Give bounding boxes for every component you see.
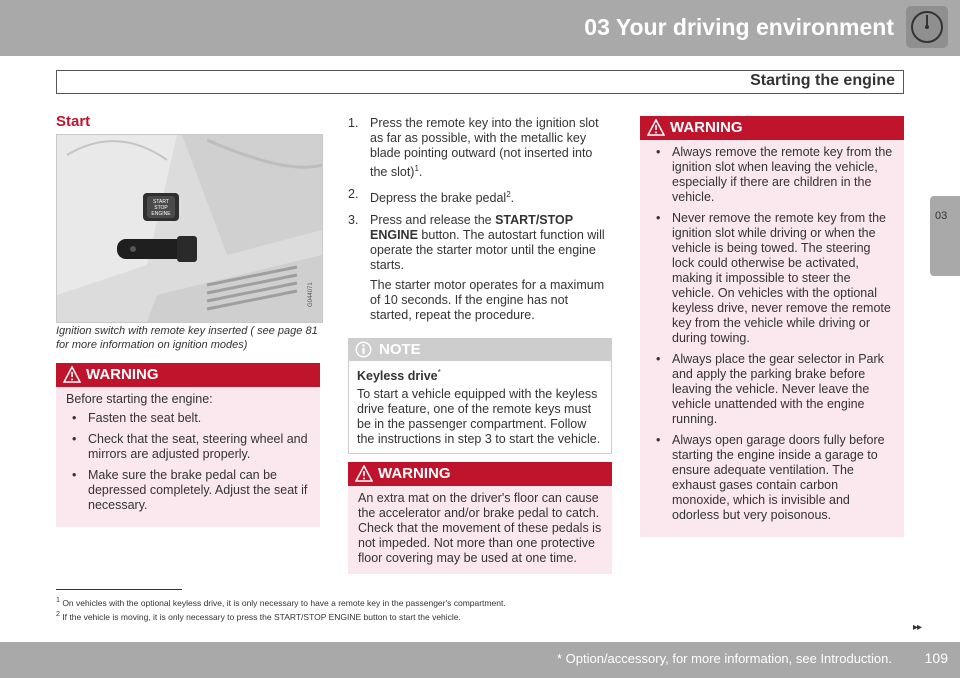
section-header: [56, 70, 904, 94]
note-title: NOTE: [379, 341, 421, 358]
warning-header: [640, 116, 904, 140]
footnote-divider: [56, 589, 182, 590]
middle-warning-box: [348, 462, 612, 574]
chapter-tab-label: 03: [935, 210, 948, 222]
warning-title: WARNING: [670, 119, 743, 136]
ignition-switch-photo: [56, 134, 323, 323]
warning-header: [348, 462, 612, 486]
list-item: • Check that the seat, steering wheel and mirrors are adjusted properly.: [66, 432, 310, 462]
step-text: Press and release the: [370, 213, 496, 228]
footnote-number: 1: [56, 596, 60, 604]
note-body: [348, 361, 612, 454]
step-text: Press the remote key into the ignition slot as far as possible, with the metallic key blade pointing outward (not inserted into the slot): [370, 116, 599, 180]
chapter-tab[interactable]: [930, 196, 960, 276]
warning-triangle-icon: [355, 465, 373, 482]
chapter-header-bar: [0, 0, 960, 56]
note-header: [348, 338, 612, 361]
step-item: [348, 213, 612, 323]
button-label-engine: ENGINE: [151, 211, 171, 217]
warning-list: [66, 411, 310, 513]
button-label-stop: STOP: [154, 205, 168, 211]
step-item: [348, 187, 612, 206]
footnote-ref: 2: [506, 190, 511, 200]
step-number: 2.: [348, 187, 359, 202]
warning-header: [56, 363, 320, 387]
footnote: [56, 609, 926, 623]
footnote-number: 2: [56, 609, 60, 618]
warning-triangle-icon: [63, 366, 81, 383]
step-end: .: [510, 191, 515, 206]
footer-bar: [0, 642, 960, 678]
list-item: • Always place the gear selector in Park and apply the parking brake before leaving the vehicle. Never leave the vehicle unattended with the engine running.: [650, 352, 894, 427]
warning-intro: Before starting the engine:: [66, 392, 213, 406]
warning-list: [650, 145, 894, 523]
step-number: 1.: [348, 116, 359, 130]
warning-body: [640, 140, 904, 537]
step-note: The starter motor operates for a maximum of 10 seconds. If the engine has not started, repeat the procedure.: [370, 278, 605, 323]
list-item: • Always remove the remote key from the ignition slot when leaving the vehicle, especially if there are children in the vehicle.: [650, 145, 894, 205]
start-steps: [348, 116, 612, 323]
gauge-icon: [906, 6, 948, 48]
footnote-text: If the vehicle is moving, it is only necessary to press the START/STOP ENGINE button to start the vehicle.: [62, 611, 461, 622]
step-text: Depress the brake pedal: [370, 191, 507, 206]
image-code: G044071: [308, 282, 314, 307]
photo-caption: Ignition switch with remote key inserted ( see page 81 for more information on ignition modes): [56, 325, 318, 351]
footnotes: [56, 595, 926, 623]
middle-column: [348, 116, 612, 330]
info-icon: [354, 340, 373, 359]
step-item: [348, 116, 612, 180]
note-subtitle: Keyless drive: [357, 369, 438, 384]
step-text-after: button. The autostart function will operate the starter motor until the engine starts.: [370, 228, 605, 273]
warning-body: An extra mat on the driver's floor can cause the accelerator and/or brake pedal to catch. Check that the movement of these pedals is not impeded. Not more than one protective floor covering may be used at one time.: [348, 486, 612, 574]
right-warning-box: [640, 116, 904, 537]
footer-asterisk: *: [556, 651, 563, 666]
note-box: [348, 338, 612, 454]
footnote-ref: 1: [414, 164, 419, 173]
next-page-arrows: ▸▸: [913, 622, 922, 633]
warning-triangle-icon: [647, 119, 665, 136]
step-end: .: [418, 165, 423, 180]
warning-title: WARNING: [378, 465, 451, 482]
section-title: Starting the engine: [750, 72, 895, 89]
list-item: • Make sure the brake pedal can be depressed completely. Adjust the seat if necessary.: [66, 468, 310, 513]
option-asterisk: *: [437, 368, 441, 377]
step-number: 3.: [348, 213, 359, 228]
chapter-title: 03 Your driving environment: [584, 14, 894, 40]
step-bold-text: START/STOP ENGINE: [370, 213, 573, 243]
button-label-start: START: [153, 199, 169, 205]
warning-title: WARNING: [86, 366, 159, 383]
footnote: [56, 595, 926, 609]
footer-note: [557, 651, 892, 666]
footer-note-text: Option/accessory, for more information, see Introduction.: [565, 651, 892, 666]
list-item: • Never remove the remote key from the ignition slot while driving or when the vehicle is being towed. The steering lock could otherwise be activated, making it impossible to steer the vehicle. On vehicles with the optional keyless drive, never remove the remote key from the vehicle while driving or during towing.: [650, 211, 894, 346]
start-heading: Start: [56, 113, 91, 130]
footnote-text: On vehicles with the optional keyless drive, it is only necessary to have a remote key in the passenger's compartment.: [62, 597, 506, 608]
page-number: 109: [924, 650, 948, 666]
note-text: To start a vehicle equipped with the keyless drive feature, one of the remote keys must be in the passenger compartment. Follow the instructions in step 3 to start the vehicle.: [357, 387, 601, 447]
warning-body: [56, 387, 320, 527]
left-warning-box: [56, 363, 320, 527]
list-item: • Always open garage doors fully before starting the engine inside a garage to ensure adequate ventilation. The exhaust gases contain carbon monoxide, which is invisible and odorless but very poisonous.: [650, 433, 894, 523]
list-item: • Fasten the seat belt.: [66, 411, 310, 426]
